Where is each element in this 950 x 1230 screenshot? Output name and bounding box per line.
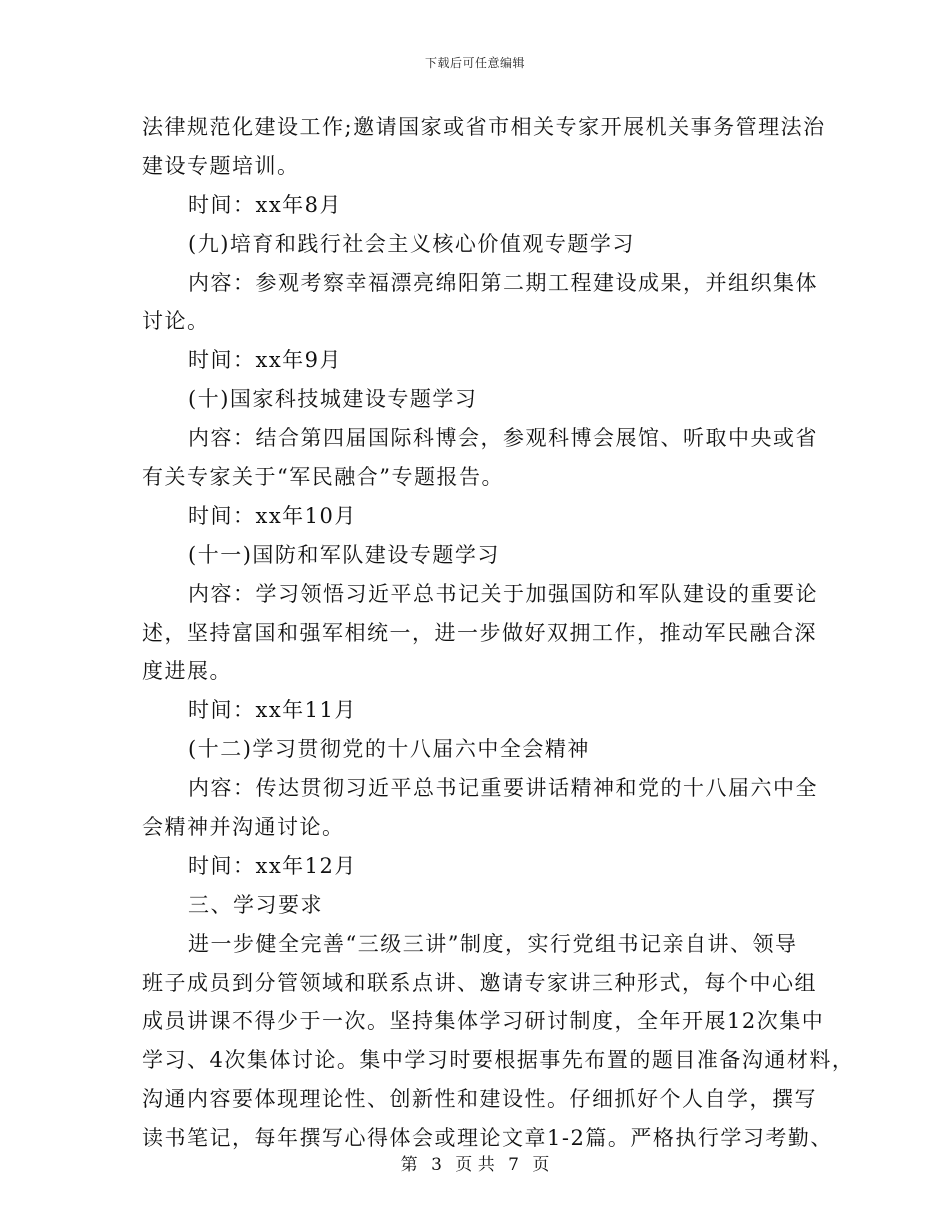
footer-middle: 页 共 bbox=[455, 1155, 495, 1175]
text-line: (十一)国防和军队建设专题学习 bbox=[188, 542, 500, 567]
text-line: 时间：xx年11月 bbox=[188, 698, 357, 723]
text-line: 时间：xx年8月 bbox=[188, 192, 343, 217]
text-line: 内容：结合第四届国际科博会，参观科博会展馆、听取中央或省 bbox=[188, 426, 818, 451]
text-line: 学习、4次集体讨论。集中学习时要根据事先布置的题目准备沟通材料， bbox=[142, 1048, 855, 1073]
text-line: 内容：参观考察幸福漂亮绵阳第二期工程建设成果，并组织集体 bbox=[188, 270, 818, 295]
footer-current-page: 3 bbox=[431, 1155, 442, 1175]
text-line: 内容：学习领悟习近平总书记关于加强国防和军队建设的重要论 bbox=[188, 581, 818, 606]
header-note: 下载后可任意编辑 bbox=[424, 56, 525, 70]
text-line: 法律规范化建设工作;邀请国家或省市相关专家开展机关事务管理法治 bbox=[142, 115, 826, 139]
document-body bbox=[142, 108, 855, 1158]
text-line: 会精神并沟通讨论。 bbox=[142, 815, 345, 840]
text-line: (九)培育和践行社会主义核心价值观专题学习 bbox=[188, 231, 635, 256]
footer-suffix: 页 bbox=[532, 1155, 550, 1175]
text-line: 沟通内容要体现理论性、创新性和建设性。仔细抓好个人自学，撰写 bbox=[142, 1087, 817, 1112]
page-footer bbox=[0, 1150, 950, 1175]
text-line: 度进展。 bbox=[142, 659, 232, 684]
text-line: (十)国家科技城建设专题学习 bbox=[188, 387, 478, 412]
text-line: 有关专家关于“军民融合”专题报告。 bbox=[142, 465, 504, 490]
text-line: 时间：xx年9月 bbox=[188, 348, 343, 373]
page-header bbox=[0, 54, 950, 71]
text-line: 班子成员到分管领域和联系点讲、邀请专家讲三种形式，每个中心组 bbox=[142, 970, 817, 995]
text-line: 成员讲课不得少于一次。坚持集体学习研讨制度，全年开展12次集中 bbox=[142, 1009, 825, 1034]
text-line: 时间：xx年10月 bbox=[188, 503, 357, 528]
text-line: 内容：传达贯彻习近平总书记重要讲话精神和党的十八届六中全 bbox=[188, 776, 818, 801]
text-line: 三、学习要求 bbox=[188, 892, 323, 917]
text-line: 建设专题培训。 bbox=[142, 153, 300, 178]
footer-total-pages: 7 bbox=[508, 1155, 519, 1175]
text-line: (十二)学习贯彻党的十八届六中全会精神 bbox=[188, 737, 590, 762]
text-line: 时间：xx年12月 bbox=[188, 853, 357, 878]
text-line: 进一步健全完善“三级三讲”制度，实行党组书记亲自讲、领导 bbox=[188, 931, 798, 956]
text-line: 读书笔记，每年撰写心得体会或理论文章1-2篇。严格执行学习考勤、 bbox=[142, 1126, 833, 1151]
text-line: 讨论。 bbox=[142, 309, 210, 334]
text-line: 述，坚持富国和强军相统一，进一步做好双拥工作，推动军民融合深 bbox=[142, 620, 817, 645]
footer-prefix: 第 bbox=[400, 1155, 418, 1175]
